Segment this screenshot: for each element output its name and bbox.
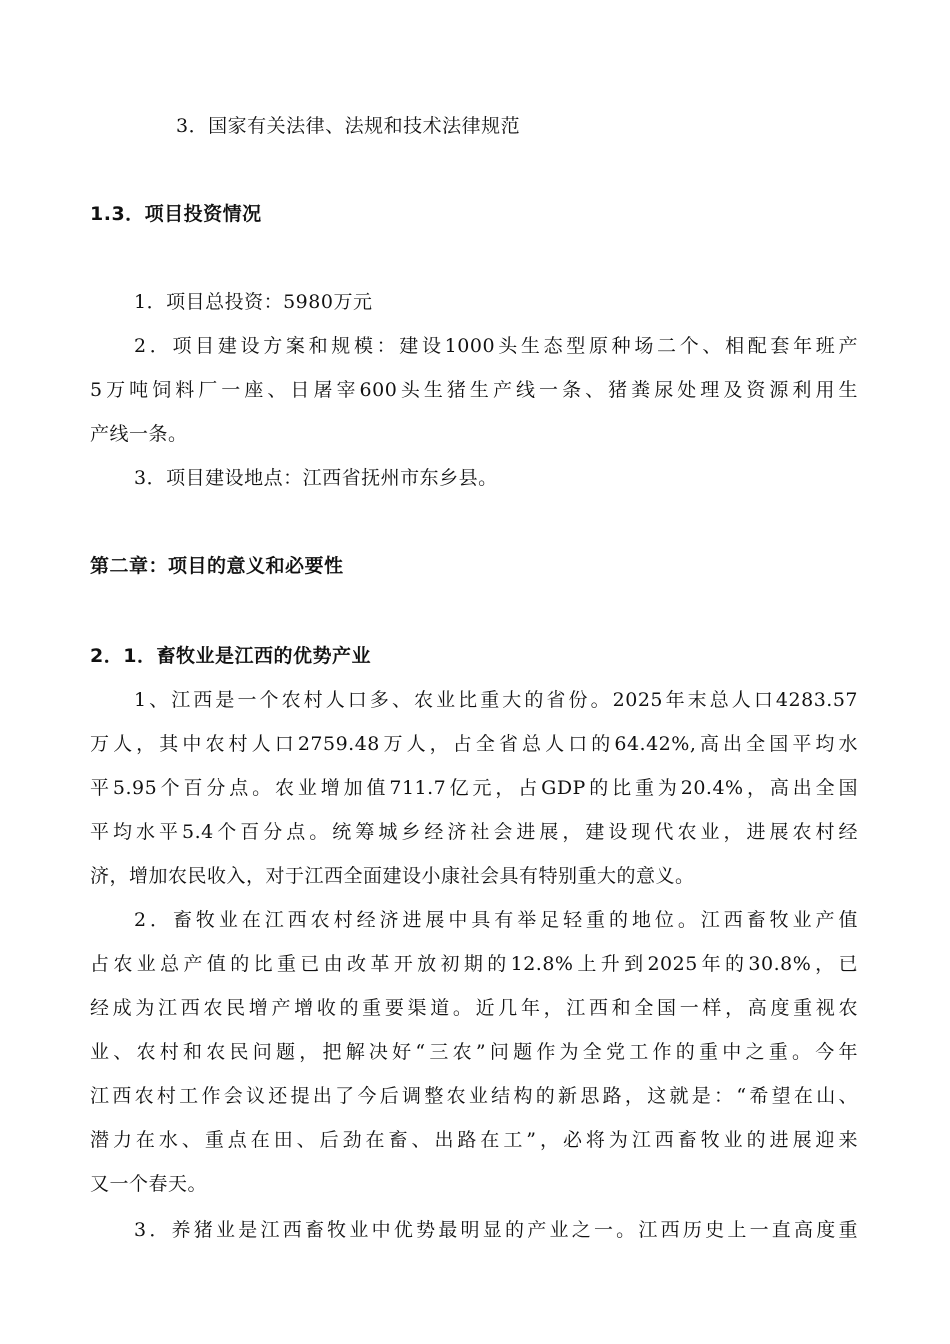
section-heading-1-3: 1.3．项目投资情况 [90,203,262,225]
paragraph-1-line-1: 1、江西是一个农村人口多、农业比重大的省份。2025年末总人口4283.57 [134,689,858,711]
paragraph-1-line-3: 平5.95个百分点。农业增加值711.7亿元，占GDP的比重为20.4%，高出全国 [90,777,858,799]
chapter-2-heading: 第二章：项目的意义和必要性 [90,555,344,577]
paragraph-2-line-4: 业、农村和农民问题，把解决好“三农”问题作为全党工作的重中之重。今年 [90,1041,858,1063]
paragraph-1-line-4: 平均水平5.4个百分点。统筹城乡经济社会进展，建设现代农业，进展农村经 [90,821,858,843]
paragraph-2-line-7: 又一个春天。 [90,1173,208,1195]
paragraph-1-line-5: 济，增加农民收入，对于江西全面建设小康社会具有特别重大的意义。 [90,865,695,887]
investment-total-item: 1．项目总投资：5980万元 [134,291,373,313]
paragraph-2-line-1: 2．畜牧业在江西农村经济进展中具有举足轻重的地位。江西畜牧业产值 [134,909,858,931]
section-heading-2-1: 2．1．畜牧业是江西的优势产业 [90,645,371,667]
paragraph-2-line-3: 经成为江西农民增产增收的重要渠道。近几年，江西和全国一样，高度重视农 [90,997,858,1019]
laws-item: 3．国家有关法律、法规和技术法律规范 [176,115,521,137]
construction-scale-line-1: 2．项目建设方案和规模：建设1000头生态型原种场二个、相配套年班产 [134,335,858,357]
paragraph-2-line-2: 占农业总产值的比重已由改革开放初期的12.8%上升到2025年的30.8%，已 [90,953,858,975]
paragraph-3-line-1: 3．养猪业是江西畜牧业中优势最明显的产业之一。江西历史上一直高度重 [134,1219,858,1241]
paragraph-2-line-6: 潜力在水、重点在田、后劲在畜、出路在工”，必将为江西畜牧业的进展迎来 [90,1129,858,1151]
paragraph-2-line-5: 江西农村工作会议还提出了今后调整农业结构的新思路，这就是：“希望在山、 [90,1085,858,1107]
construction-location-item: 3．项目建设地点：江西省抚州市东乡县。 [134,467,498,489]
construction-scale-line-3: 产线一条。 [90,423,188,445]
construction-scale-line-2: 5万吨饲料厂一座、日屠宰600头生猪生产线一条、猪粪尿处理及资源利用生 [90,379,858,401]
paragraph-1-line-2: 万人，其中农村人口2759.48万人，占全省总人口的64.42%,高出全国平均水 [90,733,858,755]
